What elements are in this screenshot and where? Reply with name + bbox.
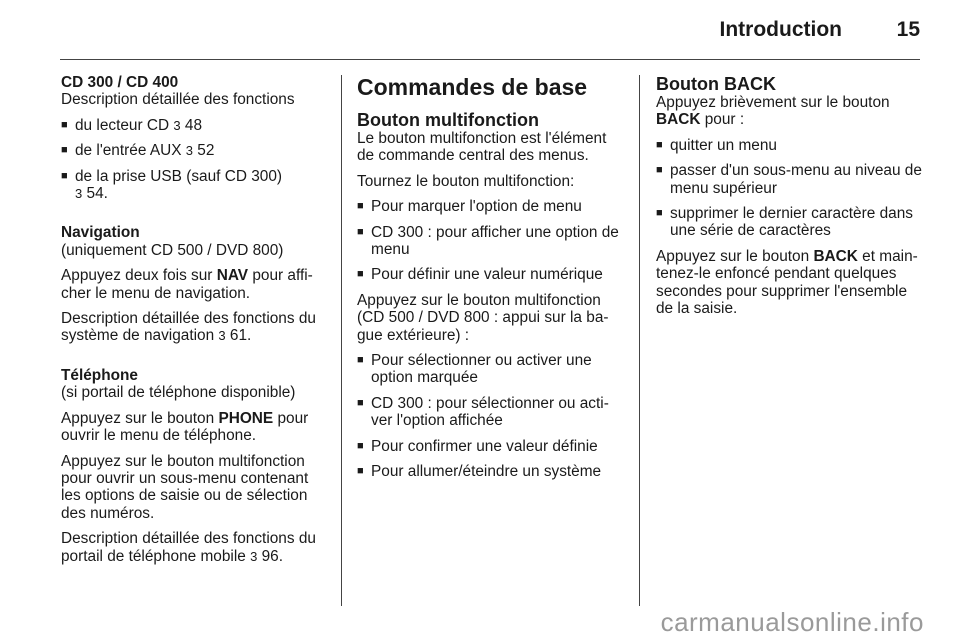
list-item: ■ passer d'un sous-menu au niveau de menu supérieur: [656, 162, 922, 197]
list-item: ■ Pour confirmer une valeur définie: [357, 437, 598, 455]
list-item: ■ quitter un menu: [656, 136, 777, 154]
navigation-heading: Navigation: [61, 224, 140, 242]
section-title: Introduction: [719, 18, 842, 41]
list-item: ■ CD 300 : pour afficher une option de menu: [357, 223, 619, 259]
nav-key-label: NAV: [216, 267, 249, 285]
turn-list: [357, 198, 625, 284]
page-ref-icon: 3: [173, 117, 181, 133]
list-item: ■ Pour marquer l'option de menu: [357, 198, 582, 216]
press-list: [357, 352, 625, 480]
cd-function-list: [61, 117, 329, 203]
telephone-paragraph-2: Appuyez sur le bouton multifonction pour ouvrir un sous-menu contenant les options de saisie ou de sélection des numéros.: [61, 452, 309, 522]
cd-heading: CD 300 / CD 400: [61, 74, 179, 91]
watermark: carmanualsonline.info: [660, 607, 924, 637]
bullet-icon: ■: [357, 225, 364, 238]
list-item: ■ du lecteur CD 3 48: [61, 116, 203, 134]
list-item: ■ supprimer le dernier caractère dans une série de caractères: [656, 205, 913, 240]
phone-key-label: PHONE: [218, 409, 274, 427]
navigation-paragraph-2: Description détaillée des fonctions du système de navigation 3 61.: [61, 310, 316, 345]
bullet-icon: ■: [357, 354, 364, 367]
column-1: [61, 74, 329, 573]
bullet-icon: ■: [61, 169, 68, 182]
bullet-icon: ■: [357, 200, 364, 213]
column-2: [357, 74, 625, 489]
bullet-icon: ■: [61, 144, 68, 157]
bullet-icon: ■: [61, 118, 68, 131]
list-item: ■ CD 300 : pour sélectionner ou acti-ver l'option affichée: [357, 394, 609, 430]
cd-description: Description détaillée des fonctions: [61, 91, 295, 109]
turn-instruction: Tournez le bouton multifonction:: [357, 172, 575, 190]
column-divider-2: [639, 75, 640, 606]
header-rule: [60, 59, 920, 60]
list-item: ■ Pour définir une valeur numérique: [357, 266, 603, 284]
navigation-subtitle: (uniquement CD 500 / DVD 800): [61, 241, 284, 259]
back-key-label: BACK: [813, 247, 858, 265]
page-ref-icon: 3: [185, 143, 193, 159]
list-item: ■ de la prise USB (sauf CD 300) 3 54.: [61, 167, 283, 203]
column-divider-1: [341, 75, 342, 606]
navigation-paragraph-1: Appuyez deux fois sur NAV pour affi-cher le menu de navigation.: [61, 267, 313, 302]
bullet-icon: ■: [357, 396, 364, 409]
page-number: 15: [896, 18, 920, 41]
multifunction-intro: Le bouton multifonction est l'élément de commande central des menus.: [357, 130, 607, 165]
telephone-subtitle: (si portail de téléphone disponible): [61, 384, 296, 402]
list-item: ■ de l'entrée AUX 3 52: [61, 142, 215, 160]
back-hold-paragraph: Appuyez sur le bouton BACK et main-tenez-le enfoncé pendant quelques secondes pour supprimer l'ensemble de la saisie.: [656, 247, 918, 318]
bullet-icon: ■: [357, 268, 364, 281]
bullet-icon: ■: [656, 138, 663, 151]
bullet-icon: ■: [357, 465, 364, 478]
list-item: ■ Pour allumer/éteindre un système: [357, 463, 602, 481]
page-ref-icon: 3: [218, 328, 226, 344]
back-key-label: BACK: [656, 111, 701, 129]
back-list: [656, 137, 924, 240]
telephone-paragraph-3: Description détaillée des fonctions du portail de téléphone mobile 3 96.: [61, 530, 316, 565]
basic-controls-heading: Commandes de base: [357, 74, 588, 100]
list-item: ■ Pour sélectionner ou activer une option marquée: [357, 352, 592, 387]
press-instruction: Appuyez sur le bouton multifonction (CD 500 / DVD 800 : appui sur la ba-gue extérieure) :: [357, 291, 609, 344]
telephone-paragraph-1: Appuyez sur le bouton PHONE pour ouvrir le menu de téléphone.: [61, 409, 309, 445]
page-ref-icon: 3: [75, 186, 83, 202]
multifunction-heading: Bouton multifonction: [357, 110, 539, 130]
back-intro: Appuyez brièvement sur le bouton BACK pour :: [656, 94, 890, 129]
page-header: [60, 18, 920, 46]
bullet-icon: ■: [357, 439, 364, 452]
column-3: [656, 74, 924, 325]
bullet-icon: ■: [656, 207, 663, 220]
back-button-heading: Bouton BACK: [656, 74, 776, 94]
bullet-icon: ■: [656, 164, 663, 177]
page-ref-icon: 3: [250, 548, 258, 564]
telephone-heading: Téléphone: [61, 366, 138, 384]
